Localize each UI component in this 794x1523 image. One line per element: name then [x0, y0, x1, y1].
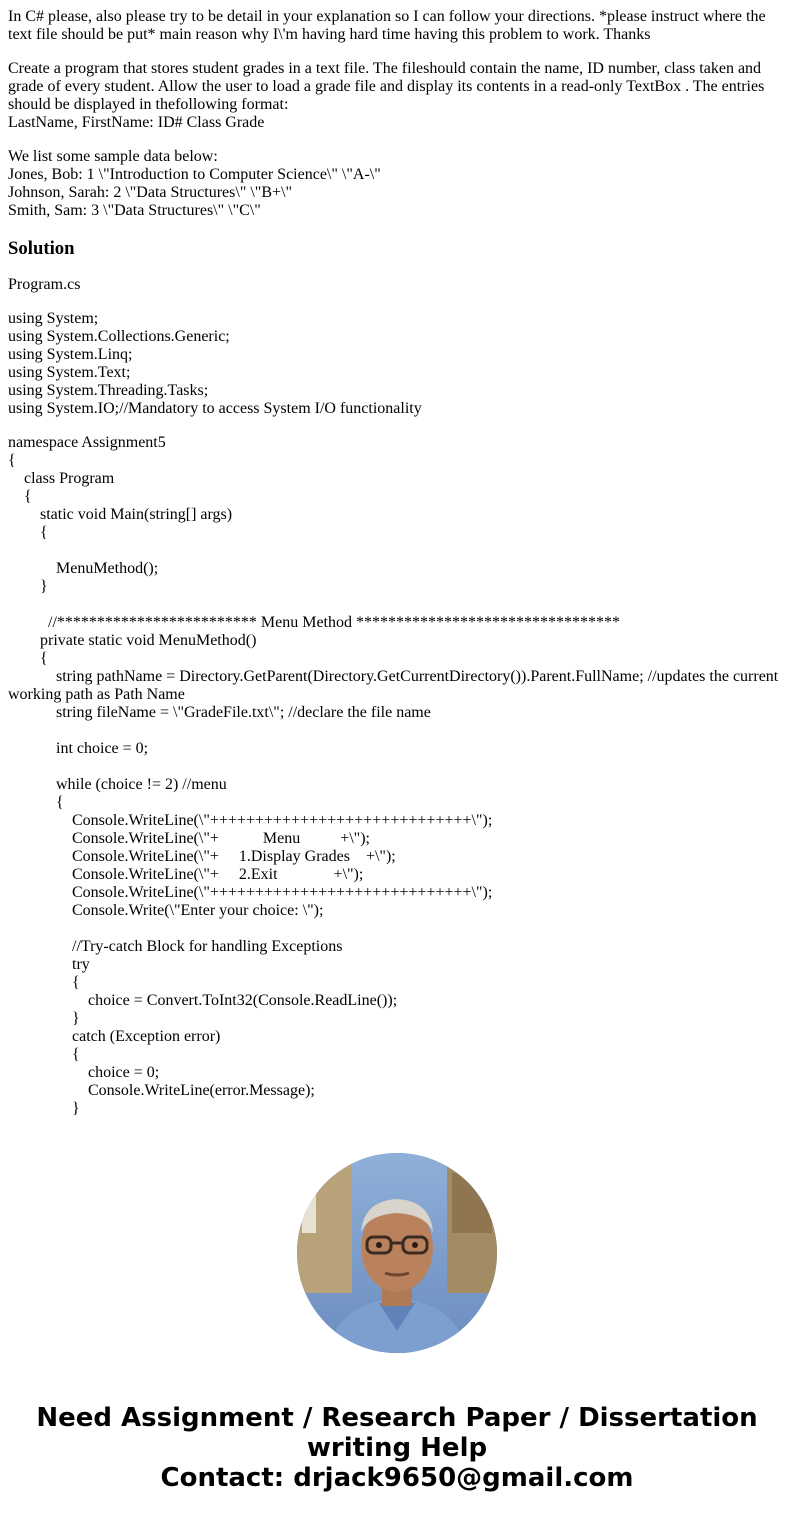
code-line: //Try-catch Block for handling Exceptions: [8, 938, 343, 955]
code-line: Console.Write(\"Enter your choice: \");: [8, 902, 324, 919]
code-line: Console.WriteLine(\"+ 1.Display Grades +\");: [8, 848, 396, 865]
code-line: {: [8, 974, 80, 991]
code-line: choice = 0;: [8, 1064, 160, 1081]
code-line: int choice = 0;: [8, 740, 149, 757]
code-line: }: [8, 578, 48, 595]
contact-banner: [0, 1403, 794, 1493]
task-text: Create a program that stores student grades in a text file. The fileshould contain the name, ID number, class taken and grade of every student. Allow the user to load a grade file and display its contents in a read-only TextBox . The entries should be displayed in thefollowing format:: [8, 60, 769, 113]
task-format: LastName, FirstName: ID# Class Grade: [8, 114, 265, 131]
code-line: string pathName = Directory.GetParent(Directory.GetCurrentDirectory()).Parent.FullName; //updates the current working path as Path Name: [8, 668, 783, 703]
code-line: try: [8, 956, 90, 973]
code-line: {: [8, 524, 48, 541]
code-line: Console.WriteLine(\"+++++++++++++++++++++++++++++\");: [8, 884, 493, 901]
code-line: [8, 722, 786, 740]
code-line: MenuMethod();: [8, 560, 159, 577]
code-line: Console.WriteLine(\"+ Menu +\");: [8, 830, 370, 847]
code-line: Console.WriteLine(\"+ 2.Exit +\");: [8, 866, 364, 883]
code-line: using System;: [8, 310, 99, 327]
code-line: private static void MenuMethod(): [8, 632, 257, 649]
code-line: {: [8, 794, 64, 811]
author-photo: [297, 1153, 497, 1353]
solution-filename: Program.cs: [8, 276, 81, 293]
sample-intro: We list some sample data below:: [8, 148, 218, 165]
code-line: using System.Collections.Generic;: [8, 328, 230, 345]
code-line: {: [8, 488, 32, 505]
banner-line-2: writing Help: [306, 1433, 488, 1463]
person-photo-icon: [297, 1153, 497, 1353]
code-line: [8, 596, 786, 614]
code-line: using System.Threading.Tasks;: [8, 382, 209, 399]
code-line: while (choice != 2) //menu: [8, 776, 227, 793]
question-intro-text: In C# please, also please try to be detail in your explanation so I can follow your directions. *please instruct where the text file should be put* main reason why I\'m having hard time having this problem to work. Thanks: [8, 8, 770, 43]
code-line: [8, 542, 786, 560]
code-line: [8, 758, 786, 776]
banner-contact: Contact: drjack9650@gmail.com: [160, 1463, 634, 1493]
code-line: catch (Exception error): [8, 1028, 221, 1045]
code-line: }: [8, 1010, 80, 1027]
code-line: Console.WriteLine(\"+++++++++++++++++++++++++++++\");: [8, 812, 493, 829]
code-line: //************************* Menu Method *********************************: [8, 614, 620, 631]
code-line: Console.WriteLine(error.Message);: [8, 1082, 315, 1099]
code-block-program: [8, 434, 786, 1118]
code-line: [8, 920, 786, 938]
code-line: choice = Convert.ToInt32(Console.ReadLine());: [8, 992, 398, 1009]
code-line: static void Main(string[] args): [8, 506, 233, 523]
question-task: [8, 60, 786, 220]
document-body: [8, 8, 786, 1134]
sample-row: Smith, Sam: 3 \"Data Structures\" \"C\": [8, 202, 261, 219]
code-line: string fileName = \"GradeFile.txt\"; //declare the file name: [8, 704, 431, 721]
sample-row: Johnson, Sarah: 2 \"Data Structures\" \"B+\": [8, 184, 293, 201]
code-block-usings: [8, 310, 786, 418]
solution-heading: Solution: [8, 238, 75, 259]
code-line: }: [8, 1100, 80, 1117]
code-line: {: [8, 650, 48, 667]
code-line: using System.Linq;: [8, 346, 133, 363]
code-line: namespace Assignment5: [8, 434, 166, 451]
code-line: using System.Text;: [8, 364, 131, 381]
sample-row: Jones, Bob: 1 \"Introduction to Computer Science\" \"A-\": [8, 166, 381, 183]
code-line: {: [8, 452, 16, 469]
code-line: using System.IO;//Mandatory to access System I/O functionality: [8, 400, 422, 417]
banner-line-1: Need Assignment / Research Paper / Dissertation: [36, 1403, 758, 1433]
code-line: {: [8, 1046, 80, 1063]
question-intro: [8, 8, 786, 44]
code-line: class Program: [8, 470, 115, 487]
